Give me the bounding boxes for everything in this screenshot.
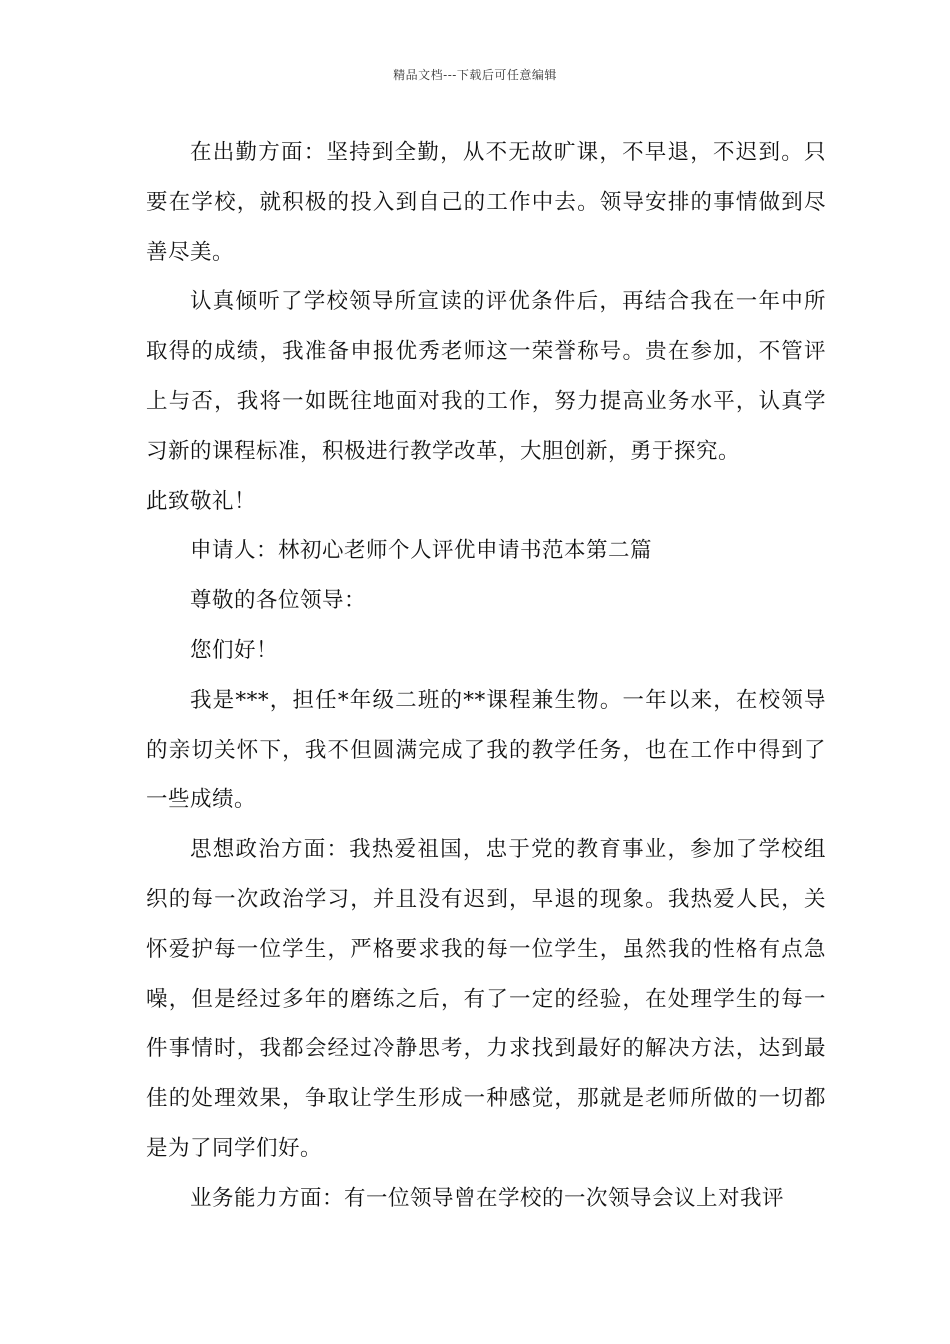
paragraph-closing: 此致敬礼！ xyxy=(146,488,257,514)
page-header: 精品文档---下载后可任意编辑 xyxy=(393,68,557,82)
paragraph-attendance: 在出勤方面：坚持到全勤，从不无故旷课，不早退，不迟到。只要在学校，就积极的投入到自己的工作中去。领导安排的事情做到尽善尽美。 xyxy=(146,140,826,265)
paragraph-salutation: 尊敬的各位领导： xyxy=(190,588,367,614)
paragraph-political-ideology: 思想政治方面：我热爱祖国，忠于党的教育事业，参加了学校组织的每一次政治学习，并且没有迟到，早退的现象。我热爱人民，关怀爱护每一位学生，严格要求我的每一位学生，虽然我的性格有点急噪，但是经过多年的磨练之后，有了一定的经验，在处理学生的每一件事情时，我都会经过冷静思考，力求找到最好的解决方法，达到最佳的处理效果，争取让学生形成一种感觉，那就是老师所做的一切都是为了同学们好。 xyxy=(146,837,826,1161)
paragraph-application-intent: 认真倾听了学校领导所宣读的评优条件后，再结合我在一年中所取得的成绩，我准备申报优秀老师这一荣誉称号。贵在参加，不管评上与否，我将一如既往地面对我的工作，努力提高业务水平，认真学习新的课程标准，积极进行教学改革，大胆创新，勇于探究。 xyxy=(146,289,826,464)
paragraph-greeting: 您们好！ xyxy=(190,637,279,663)
paragraph-introduction: 我是***，担任*年级二班的**课程兼生物。一年以来，在校领导的亲切关怀下，我不但圆满完成了我的教学任务，也在工作中得到了一些成绩。 xyxy=(146,687,826,813)
paragraph-signature: 申请人：林初心老师个人评优申请书范本第二篇 xyxy=(190,538,653,564)
document-body xyxy=(146,128,826,1224)
paragraph-professional-ability: 业务能力方面：有一位领导曾在学校的一次领导会议上对我评 xyxy=(190,1185,785,1211)
